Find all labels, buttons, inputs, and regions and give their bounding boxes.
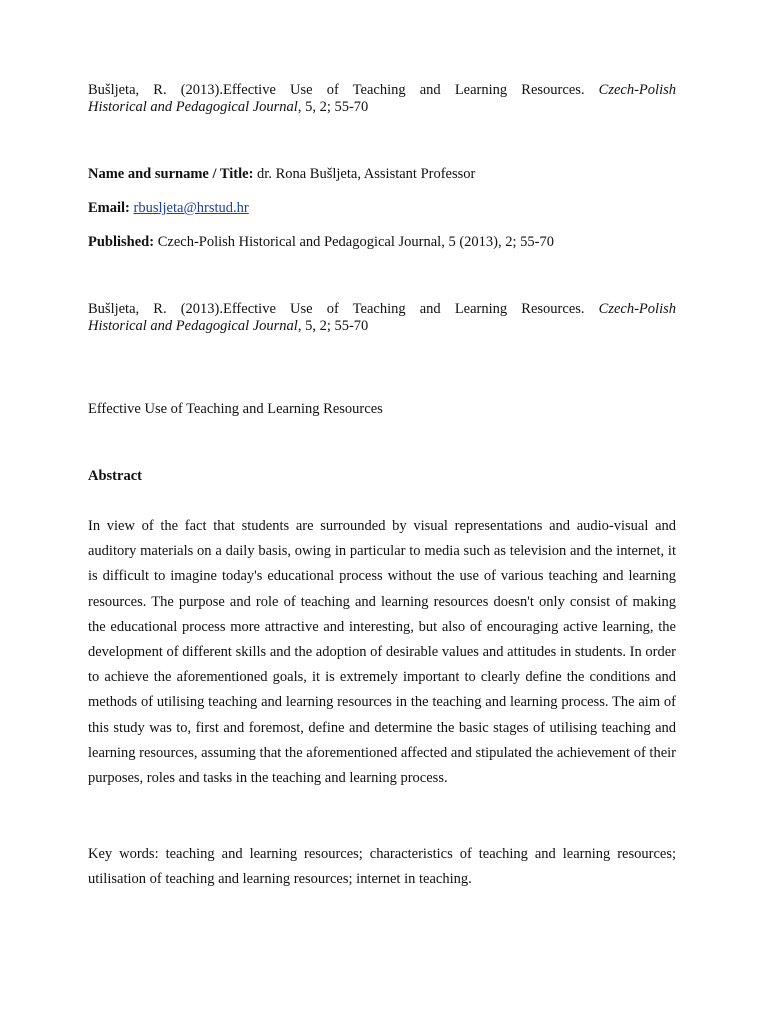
published-value: Czech-Polish Historical and Pedagogical Journal, 5 (2013), 2; 55-70 (154, 234, 554, 250)
citation-top-authors: Bušljeta, R. (2013).Effective Use of Teaching and Learning Resources. (88, 82, 599, 98)
citation-top (88, 82, 676, 116)
citation-top-journal-part2: Historical and Pedagogical Journal (88, 99, 298, 115)
email-link[interactable]: rbusljeta@hrstud.hr (133, 200, 249, 216)
keywords-paragraph: Key words: teaching and learning resources; characteristics of teaching and learning resources; utilisation of teaching and learning resources; internet in teaching. (88, 846, 676, 888)
citation-top-line2 (88, 99, 676, 116)
author-value: dr. Rona Bušljeta, Assistant Professor (253, 166, 476, 182)
citation-top-volume: , 5, 2; 55-70 (297, 99, 369, 115)
citation-second-journal-part2: Historical and Pedagogical Journal (88, 318, 298, 334)
citation-second-line1 (88, 301, 676, 318)
published-label: Published: (88, 234, 155, 250)
author-label: Name and surname / Title: (88, 166, 254, 182)
author-field (88, 165, 676, 183)
citation-second-volume: , 5, 2; 55-70 (297, 318, 369, 334)
email-field (88, 199, 676, 217)
citation-second-line2 (88, 318, 676, 335)
citation-second-authors: Bušljeta, R. (2013).Effective Use of Teaching and Learning Resources. (88, 301, 599, 317)
abstract-body: In view of the fact that students are surrounded by visual representations and audio-visual and auditory materials on a daily basis, owing in particular to media such as television and the internet, it is difficult to imagine today's educational process without the use of various teaching and learning resources. The purpose and role of teaching and learning resources doesn't only consist of making the educational process more attractive and interesting, but also of encouraging active learning, the development of different skills and the adoption of desirable values and attitudes in students. In order to achieve the aforementioned goals, it is extremely important to clearly define the conditions and methods of utilising teaching and learning resources in the teaching and learning process. The aim of this study was to, first and foremost, define and determine the basic stages of utilising teaching and learning resources, assuming that the aforementioned affected and stipulated the achievement of their purposes, roles and tasks in the teaching and learning process. (88, 518, 676, 787)
paper-title: Effective Use of Teaching and Learning Resources (88, 401, 383, 417)
citation-second (88, 301, 676, 335)
citation-top-journal-part1: Czech-Polish (598, 82, 676, 98)
abstract-heading: Abstract (88, 468, 142, 484)
citation-second-journal-part1: Czech-Polish (598, 301, 676, 317)
published-field (88, 233, 676, 251)
citation-top-line1 (88, 82, 676, 99)
email-label: Email: (88, 200, 130, 216)
